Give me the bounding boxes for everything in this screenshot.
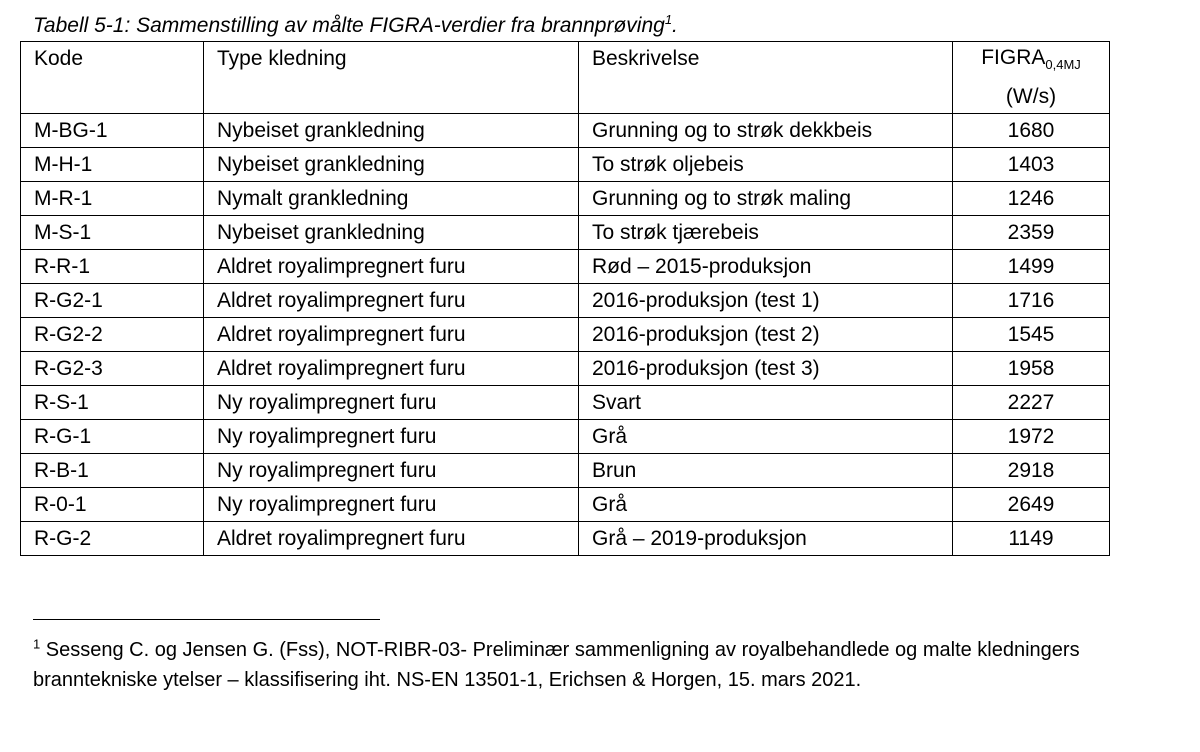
cell-figra: 1545: [953, 318, 1110, 352]
cell-figra: 1149: [953, 522, 1110, 556]
cell-figra: 1680: [953, 114, 1110, 148]
table-row: [21, 420, 1110, 454]
cell-kode: R-R-1: [21, 250, 204, 284]
cell-type: Ny royalimpregnert furu: [204, 420, 579, 454]
header-figra: [953, 42, 1110, 114]
cell-kode: M-R-1: [21, 182, 204, 216]
cell-type: Aldret royalimpregnert furu: [204, 352, 579, 386]
header-figra-sub: 0,4MJ: [1045, 57, 1081, 73]
footnote-marker: 1: [33, 636, 41, 652]
cell-figra: 1499: [953, 250, 1110, 284]
footnote-line-1: Sesseng C. og Jensen G. (Fss), NOT-RIBR-03- Preliminær sammenligning av royalbehandlede og malte kledningers: [45, 639, 1080, 661]
cell-figra: 2649: [953, 488, 1110, 522]
cell-figra: 1972: [953, 420, 1110, 454]
header-figra-unit: (W/s): [1005, 85, 1057, 109]
cell-beskrivelse: Rød – 2015-produksjon: [579, 250, 953, 284]
footnote-separator: [33, 619, 380, 620]
cell-type: Aldret royalimpregnert furu: [204, 522, 579, 556]
cell-kode: R-S-1: [21, 386, 204, 420]
table-row: [21, 454, 1110, 488]
footnote-line-2: branntekniske ytelser – klassifisering iht. NS-EN 13501-1, Erichsen & Horgen, 15. mars 2021.: [33, 669, 862, 691]
cell-figra: 1403: [953, 148, 1110, 182]
table-row: [21, 522, 1110, 556]
header-row: [21, 42, 1110, 114]
cell-figra: 1958: [953, 352, 1110, 386]
table-row: [21, 182, 1110, 216]
cell-kode: R-0-1: [21, 488, 204, 522]
table-row: [21, 352, 1110, 386]
cell-kode: R-G-2: [21, 522, 204, 556]
cell-beskrivelse: Grå – 2019-produksjon: [579, 522, 953, 556]
cell-beskrivelse: 2016-produksjon (test 1): [579, 284, 953, 318]
cell-type: Nybeiset grankledning: [204, 148, 579, 182]
cell-figra: 2359: [953, 216, 1110, 250]
cell-type: Ny royalimpregnert furu: [204, 386, 579, 420]
cell-beskrivelse: Grunning og to strøk maling: [579, 182, 953, 216]
cell-beskrivelse: To strøk oljebeis: [579, 148, 953, 182]
cell-figra: 2227: [953, 386, 1110, 420]
cell-beskrivelse: Grå: [579, 420, 953, 454]
table-row: [21, 318, 1110, 352]
cell-kode: M-H-1: [21, 148, 204, 182]
cell-beskrivelse: 2016-produksjon (test 3): [579, 352, 953, 386]
cell-kode: R-G-1: [21, 420, 204, 454]
caption-footnote-ref: 1: [664, 12, 673, 27]
table-row: [21, 148, 1110, 182]
cell-figra: 1716: [953, 284, 1110, 318]
cell-figra: 2918: [953, 454, 1110, 488]
header-figra-main: FIGRA: [981, 46, 1046, 69]
cell-type: Aldret royalimpregnert furu: [204, 284, 579, 318]
cell-type: Aldret royalimpregnert furu: [204, 318, 579, 352]
table-row: [21, 114, 1110, 148]
cell-type: Nybeiset grankledning: [204, 216, 579, 250]
figra-table: [20, 41, 1110, 556]
cell-beskrivelse: To strøk tjærebeis: [579, 216, 953, 250]
cell-kode: R-G2-1: [21, 284, 204, 318]
table-row: [21, 216, 1110, 250]
cell-kode: R-G2-3: [21, 352, 204, 386]
header-type: Type kledning: [204, 42, 579, 114]
cell-figra: 1246: [953, 182, 1110, 216]
cell-beskrivelse: Grunning og to strøk dekkbeis: [579, 114, 953, 148]
footnote: [33, 635, 1183, 695]
cell-kode: M-BG-1: [21, 114, 204, 148]
header-beskrivelse: Beskrivelse: [579, 42, 953, 114]
table-row: [21, 386, 1110, 420]
header-kode: Kode: [21, 42, 204, 114]
cell-type: Nybeiset grankledning: [204, 114, 579, 148]
cell-beskrivelse: Grå: [579, 488, 953, 522]
cell-type: Ny royalimpregnert furu: [204, 488, 579, 522]
cell-beskrivelse: Svart: [579, 386, 953, 420]
caption-trailing: .: [672, 14, 678, 37]
table-row: [21, 250, 1110, 284]
cell-beskrivelse: 2016-produksjon (test 2): [579, 318, 953, 352]
table-caption: [33, 12, 678, 40]
table-row: [21, 488, 1110, 522]
table-row: [21, 284, 1110, 318]
cell-type: Nymalt grankledning: [204, 182, 579, 216]
cell-kode: M-S-1: [21, 216, 204, 250]
cell-kode: R-G2-2: [21, 318, 204, 352]
cell-type: Ny royalimpregnert furu: [204, 454, 579, 488]
caption-text: Tabell 5-1: Sammenstilling av målte FIGRA-verdier fra brannprøving: [33, 14, 665, 37]
cell-kode: R-B-1: [21, 454, 204, 488]
cell-type: Aldret royalimpregnert furu: [204, 250, 579, 284]
cell-beskrivelse: Brun: [579, 454, 953, 488]
